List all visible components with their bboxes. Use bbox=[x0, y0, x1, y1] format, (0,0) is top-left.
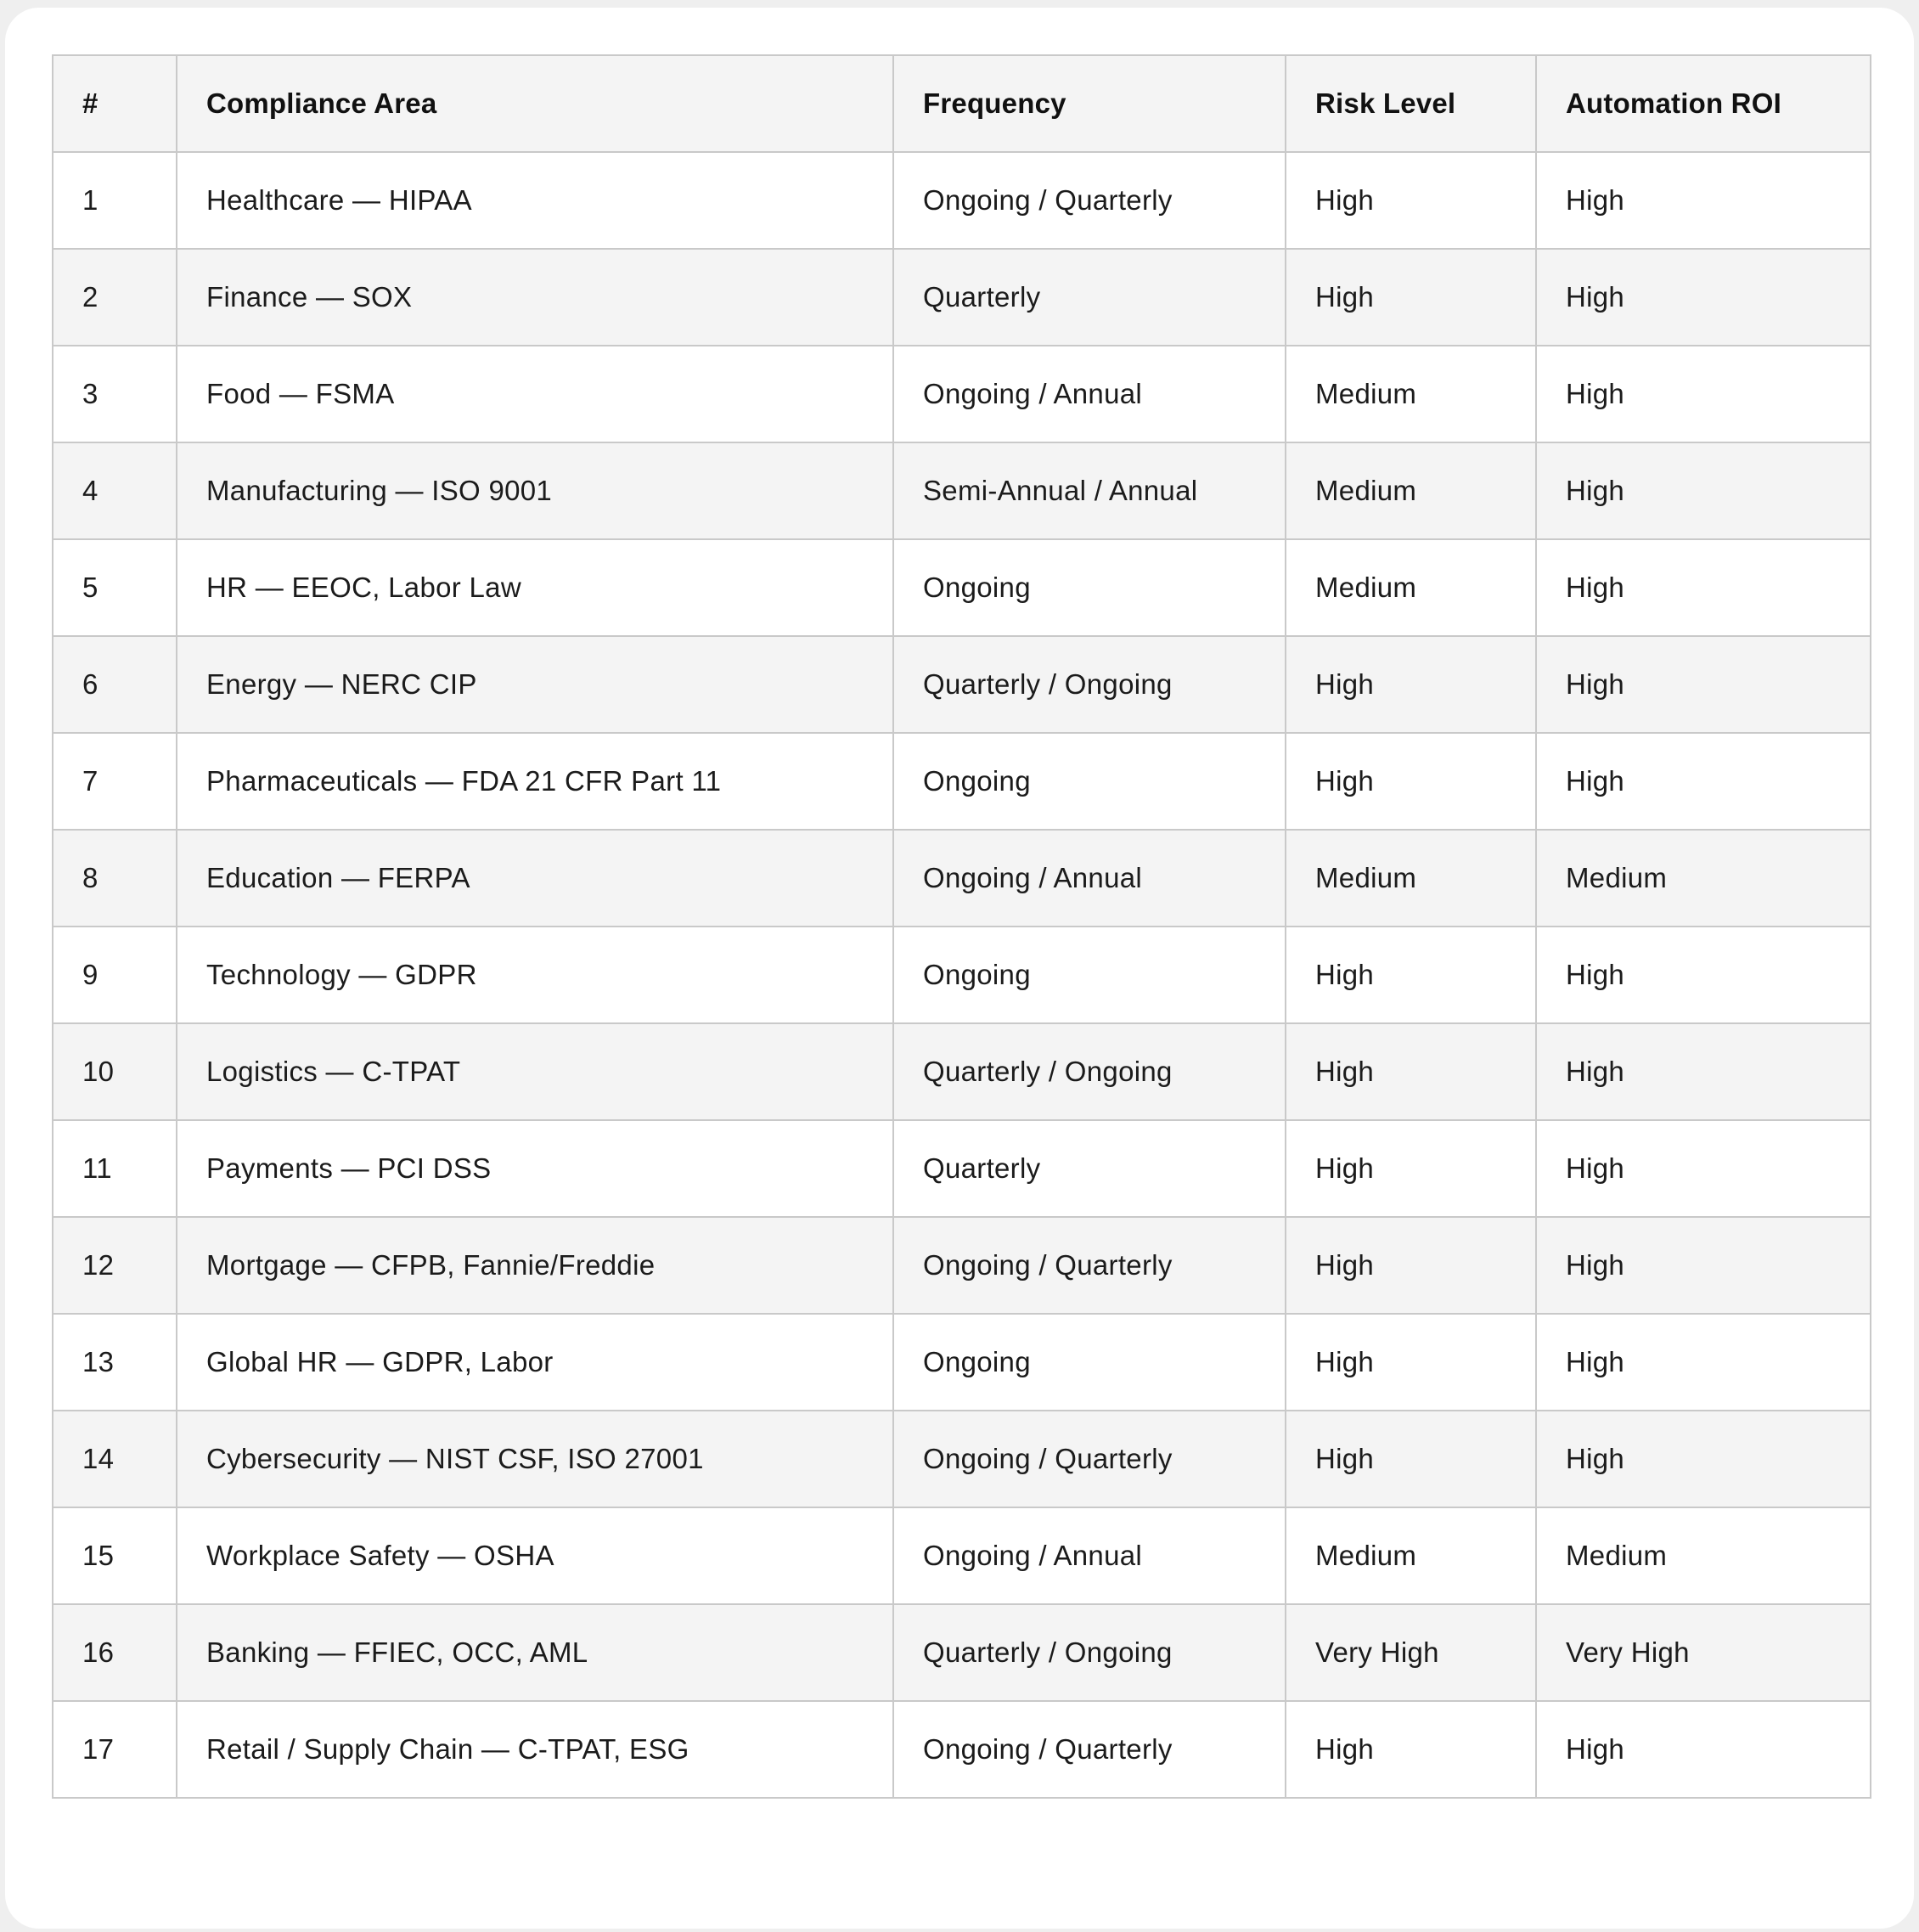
row-number-cell: 8 bbox=[53, 830, 177, 927]
compliance-area-cell: Retail / Supply Chain — C-TPAT, ESG bbox=[177, 1701, 893, 1798]
automation-roi-cell: High bbox=[1536, 636, 1871, 733]
automation-roi-cell: High bbox=[1536, 1023, 1871, 1120]
row-number-cell: 4 bbox=[53, 442, 177, 539]
automation-roi-cell: High bbox=[1536, 539, 1871, 636]
header-row bbox=[53, 55, 1871, 152]
compliance-area-cell: Logistics — C-TPAT bbox=[177, 1023, 893, 1120]
risk-level-cell: High bbox=[1286, 1217, 1536, 1314]
table-row bbox=[53, 1023, 1871, 1120]
compliance-table bbox=[52, 54, 1871, 1799]
compliance-area-cell: Education — FERPA bbox=[177, 830, 893, 927]
table-row bbox=[53, 1120, 1871, 1217]
risk-level-cell: High bbox=[1286, 249, 1536, 346]
row-number-cell: 3 bbox=[53, 346, 177, 442]
row-number-cell: 16 bbox=[53, 1604, 177, 1701]
header-risk-level: Risk Level bbox=[1286, 55, 1536, 152]
automation-roi-cell: High bbox=[1536, 1314, 1871, 1411]
risk-level-cell: High bbox=[1286, 1120, 1536, 1217]
automation-roi-cell: Medium bbox=[1536, 1507, 1871, 1604]
table-row bbox=[53, 1604, 1871, 1701]
compliance-area-cell: Workplace Safety — OSHA bbox=[177, 1507, 893, 1604]
table-row bbox=[53, 1701, 1871, 1798]
compliance-area-cell: Healthcare — HIPAA bbox=[177, 152, 893, 249]
automation-roi-cell: High bbox=[1536, 1120, 1871, 1217]
frequency-cell: Ongoing / Quarterly bbox=[893, 1411, 1286, 1507]
header-number: # bbox=[53, 55, 177, 152]
risk-level-cell: High bbox=[1286, 636, 1536, 733]
compliance-area-cell: Global HR — GDPR, Labor bbox=[177, 1314, 893, 1411]
risk-level-cell: High bbox=[1286, 152, 1536, 249]
table-row bbox=[53, 346, 1871, 442]
table-row bbox=[53, 1411, 1871, 1507]
frequency-cell: Ongoing bbox=[893, 927, 1286, 1023]
compliance-area-cell: Banking — FFIEC, OCC, AML bbox=[177, 1604, 893, 1701]
risk-level-cell: High bbox=[1286, 927, 1536, 1023]
table-row bbox=[53, 249, 1871, 346]
automation-roi-cell: High bbox=[1536, 346, 1871, 442]
risk-level-cell: Medium bbox=[1286, 346, 1536, 442]
risk-level-cell: Medium bbox=[1286, 1507, 1536, 1604]
table-row bbox=[53, 152, 1871, 249]
automation-roi-cell: Medium bbox=[1536, 830, 1871, 927]
table-container bbox=[52, 54, 1870, 1799]
row-number-cell: 7 bbox=[53, 733, 177, 830]
frequency-cell: Quarterly / Ongoing bbox=[893, 1604, 1286, 1701]
frequency-cell: Ongoing / Annual bbox=[893, 346, 1286, 442]
row-number-cell: 1 bbox=[53, 152, 177, 249]
frequency-cell: Quarterly / Ongoing bbox=[893, 1023, 1286, 1120]
automation-roi-cell: High bbox=[1536, 249, 1871, 346]
row-number-cell: 10 bbox=[53, 1023, 177, 1120]
automation-roi-cell: High bbox=[1536, 152, 1871, 249]
compliance-area-cell: Finance — SOX bbox=[177, 249, 893, 346]
table-row bbox=[53, 733, 1871, 830]
compliance-area-cell: Payments — PCI DSS bbox=[177, 1120, 893, 1217]
row-number-cell: 5 bbox=[53, 539, 177, 636]
row-number-cell: 9 bbox=[53, 927, 177, 1023]
table-row bbox=[53, 1217, 1871, 1314]
risk-level-cell: High bbox=[1286, 1701, 1536, 1798]
compliance-area-cell: Mortgage — CFPB, Fannie/Freddie bbox=[177, 1217, 893, 1314]
automation-roi-cell: High bbox=[1536, 1701, 1871, 1798]
frequency-cell: Semi-Annual / Annual bbox=[893, 442, 1286, 539]
automation-roi-cell: High bbox=[1536, 927, 1871, 1023]
risk-level-cell: Medium bbox=[1286, 442, 1536, 539]
table-row bbox=[53, 442, 1871, 539]
table-row bbox=[53, 539, 1871, 636]
frequency-cell: Ongoing / Quarterly bbox=[893, 1701, 1286, 1798]
row-number-cell: 13 bbox=[53, 1314, 177, 1411]
frequency-cell: Quarterly bbox=[893, 249, 1286, 346]
compliance-area-cell: Manufacturing — ISO 9001 bbox=[177, 442, 893, 539]
table-body bbox=[53, 152, 1871, 1798]
risk-level-cell: Medium bbox=[1286, 539, 1536, 636]
frequency-cell: Ongoing / Quarterly bbox=[893, 152, 1286, 249]
frequency-cell: Ongoing / Annual bbox=[893, 830, 1286, 927]
row-number-cell: 15 bbox=[53, 1507, 177, 1604]
compliance-area-cell: Pharmaceuticals — FDA 21 CFR Part 11 bbox=[177, 733, 893, 830]
frequency-cell: Quarterly / Ongoing bbox=[893, 636, 1286, 733]
table-row bbox=[53, 1507, 1871, 1604]
frequency-cell: Quarterly bbox=[893, 1120, 1286, 1217]
compliance-area-cell: Energy — NERC CIP bbox=[177, 636, 893, 733]
row-number-cell: 6 bbox=[53, 636, 177, 733]
risk-level-cell: Very High bbox=[1286, 1604, 1536, 1701]
risk-level-cell: High bbox=[1286, 1411, 1536, 1507]
risk-level-cell: High bbox=[1286, 1314, 1536, 1411]
row-number-cell: 12 bbox=[53, 1217, 177, 1314]
risk-level-cell: Medium bbox=[1286, 830, 1536, 927]
frequency-cell: Ongoing bbox=[893, 539, 1286, 636]
compliance-area-cell: Food — FSMA bbox=[177, 346, 893, 442]
table-row bbox=[53, 636, 1871, 733]
table-row bbox=[53, 1314, 1871, 1411]
header-compliance-area: Compliance Area bbox=[177, 55, 893, 152]
automation-roi-cell: High bbox=[1536, 733, 1871, 830]
table-row bbox=[53, 927, 1871, 1023]
compliance-area-cell: HR — EEOC, Labor Law bbox=[177, 539, 893, 636]
row-number-cell: 11 bbox=[53, 1120, 177, 1217]
table-card bbox=[5, 8, 1914, 1929]
automation-roi-cell: High bbox=[1536, 1411, 1871, 1507]
frequency-cell: Ongoing / Annual bbox=[893, 1507, 1286, 1604]
row-number-cell: 2 bbox=[53, 249, 177, 346]
risk-level-cell: High bbox=[1286, 733, 1536, 830]
frequency-cell: Ongoing bbox=[893, 733, 1286, 830]
row-number-cell: 17 bbox=[53, 1701, 177, 1798]
automation-roi-cell: Very High bbox=[1536, 1604, 1871, 1701]
table-row bbox=[53, 830, 1871, 927]
compliance-area-cell: Cybersecurity — NIST CSF, ISO 27001 bbox=[177, 1411, 893, 1507]
compliance-area-cell: Technology — GDPR bbox=[177, 927, 893, 1023]
automation-roi-cell: High bbox=[1536, 442, 1871, 539]
frequency-cell: Ongoing / Quarterly bbox=[893, 1217, 1286, 1314]
row-number-cell: 14 bbox=[53, 1411, 177, 1507]
risk-level-cell: High bbox=[1286, 1023, 1536, 1120]
header-frequency: Frequency bbox=[893, 55, 1286, 152]
header-automation-roi: Automation ROI bbox=[1536, 55, 1871, 152]
table-header bbox=[53, 55, 1871, 152]
automation-roi-cell: High bbox=[1536, 1217, 1871, 1314]
frequency-cell: Ongoing bbox=[893, 1314, 1286, 1411]
